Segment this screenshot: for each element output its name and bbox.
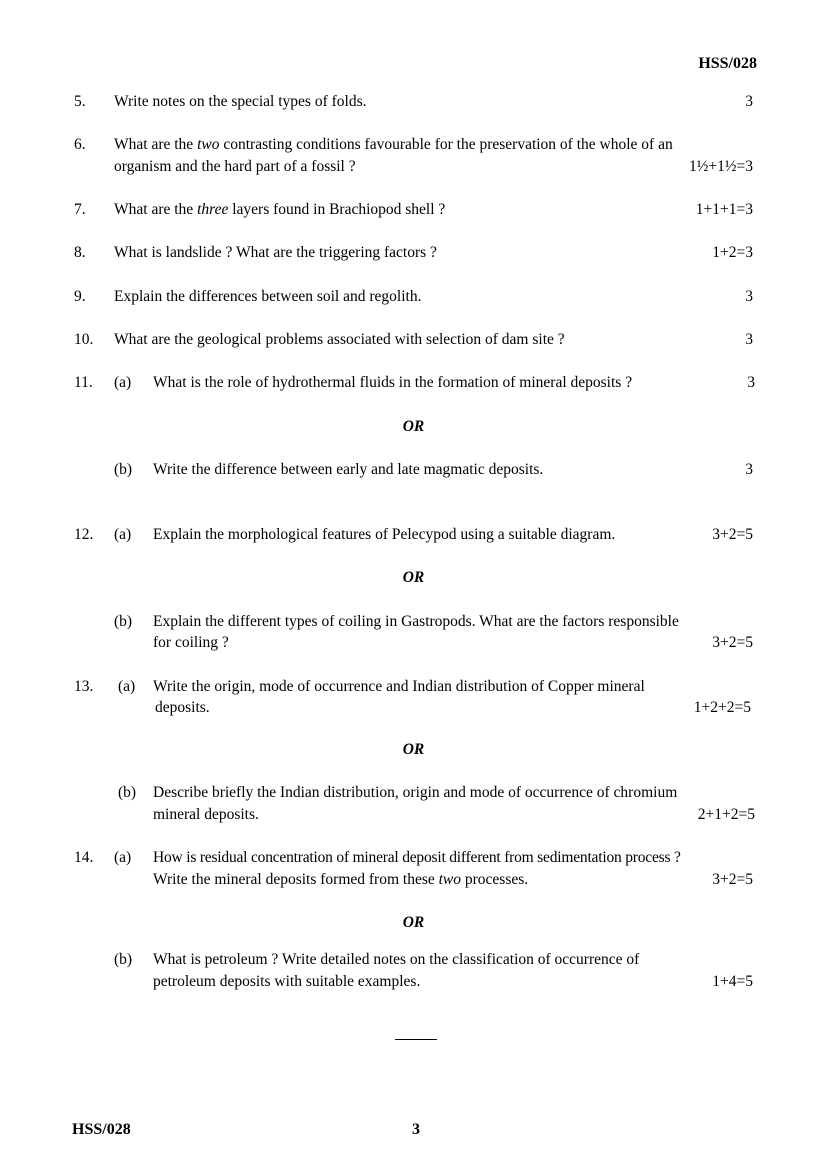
- question-text: What are the geological problems associated with selection of dam site ?: [114, 331, 565, 348]
- subpart-marks-a: 1+2+2=5: [693, 699, 751, 716]
- subpart-text-b: Explain the different types of coiling in Gastropods. What are the factors responsible: [153, 613, 679, 630]
- subpart-text-a: How is residual concentration of mineral deposit different from sedimentation process ?: [153, 849, 681, 866]
- question-number: 10.: [74, 331, 94, 348]
- question-text: Explain the differences between soil and regolith.: [114, 288, 422, 305]
- subpart-text-b-line2: mineral deposits.: [153, 806, 259, 823]
- page-number: 3: [412, 1121, 420, 1138]
- question-text: What are the three layers found in Brachiopod shell ?: [114, 201, 446, 218]
- header-code: HSS/028: [698, 55, 757, 72]
- subpart-label-b: (b): [114, 951, 133, 968]
- subpart-label-b: (b): [118, 784, 137, 801]
- or-separator: OR: [402, 914, 425, 931]
- subpart-marks-b: 2+1+2=5: [697, 806, 755, 823]
- subpart-label-b: (b): [114, 461, 133, 478]
- subpart-label-b: (b): [114, 613, 133, 630]
- question-marks: 1+2=3: [712, 244, 753, 261]
- subpart-text-b: Write the difference between early and late magmatic deposits.: [153, 461, 544, 478]
- question-text: What is landslide ? What are the triggering factors ?: [114, 244, 437, 261]
- question-marks: 1+1+1=3: [695, 201, 753, 218]
- subpart-text-a: Explain the morphological features of Pelecypod using a suitable diagram.: [153, 526, 616, 543]
- emphasis: three: [197, 201, 229, 218]
- subpart-marks-b: 1+4=5: [712, 973, 753, 990]
- emphasis: two: [197, 136, 220, 153]
- footer-code: HSS/028: [72, 1121, 131, 1138]
- question-number: 13.: [74, 678, 94, 695]
- subpart-text-a-line2: deposits.: [155, 699, 210, 716]
- question-number: 12.: [74, 526, 94, 543]
- subpart-text-b: Describe briefly the Indian distribution, origin and mode of occurrence of chromium: [153, 784, 678, 801]
- subpart-text-b-line2: for coiling ?: [153, 634, 229, 651]
- question-number: 14.: [74, 849, 94, 866]
- question-number: 9.: [74, 288, 86, 305]
- subpart-text-b: What is petroleum ? Write detailed notes on the classification of occurrence of: [153, 951, 640, 968]
- subpart-text-a: Write the origin, mode of occurrence and Indian distribution of Copper mineral: [153, 678, 645, 695]
- subpart-label-a: (a): [114, 526, 132, 543]
- question-text-line2: organism and the hard part of a fossil ?: [114, 158, 356, 175]
- question-number: 6.: [74, 136, 86, 153]
- or-separator: OR: [402, 741, 425, 758]
- end-rule: [395, 1039, 437, 1040]
- question-marks: 3: [745, 93, 753, 110]
- subpart-marks-a: 3: [747, 374, 755, 391]
- emphasis: two: [438, 871, 462, 888]
- subpart-label-a: (a): [118, 678, 136, 695]
- question-number: 11.: [74, 374, 93, 391]
- question-number: 5.: [74, 93, 86, 110]
- subpart-marks-a: 3+2=5: [712, 871, 753, 888]
- question-marks: 3: [745, 288, 753, 305]
- question-number: 8.: [74, 244, 86, 261]
- subpart-marks-b: 3: [745, 461, 753, 478]
- question-marks: 1½+1½=3: [689, 158, 753, 175]
- subpart-text-a-line2: Write the mineral deposits formed from these two processes.: [153, 871, 529, 888]
- question-marks: 3: [745, 331, 753, 348]
- subpart-label-a: (a): [114, 849, 132, 866]
- subpart-text-b-line2: petroleum deposits with suitable examples.: [153, 973, 421, 990]
- subpart-marks-b: 3+2=5: [712, 634, 753, 651]
- subpart-text-a: What is the role of hydrothermal fluids in the formation of mineral deposits ?: [153, 374, 633, 391]
- or-separator: OR: [402, 418, 425, 435]
- subpart-label-a: (a): [114, 374, 132, 391]
- or-separator: OR: [402, 569, 425, 586]
- question-text: Write notes on the special types of folds.: [114, 93, 367, 110]
- question-number: 7.: [74, 201, 86, 218]
- question-text: What are the two contrasting conditions favourable for the preservation of the whole of an: [114, 136, 673, 153]
- subpart-marks-a: 3+2=5: [712, 526, 753, 543]
